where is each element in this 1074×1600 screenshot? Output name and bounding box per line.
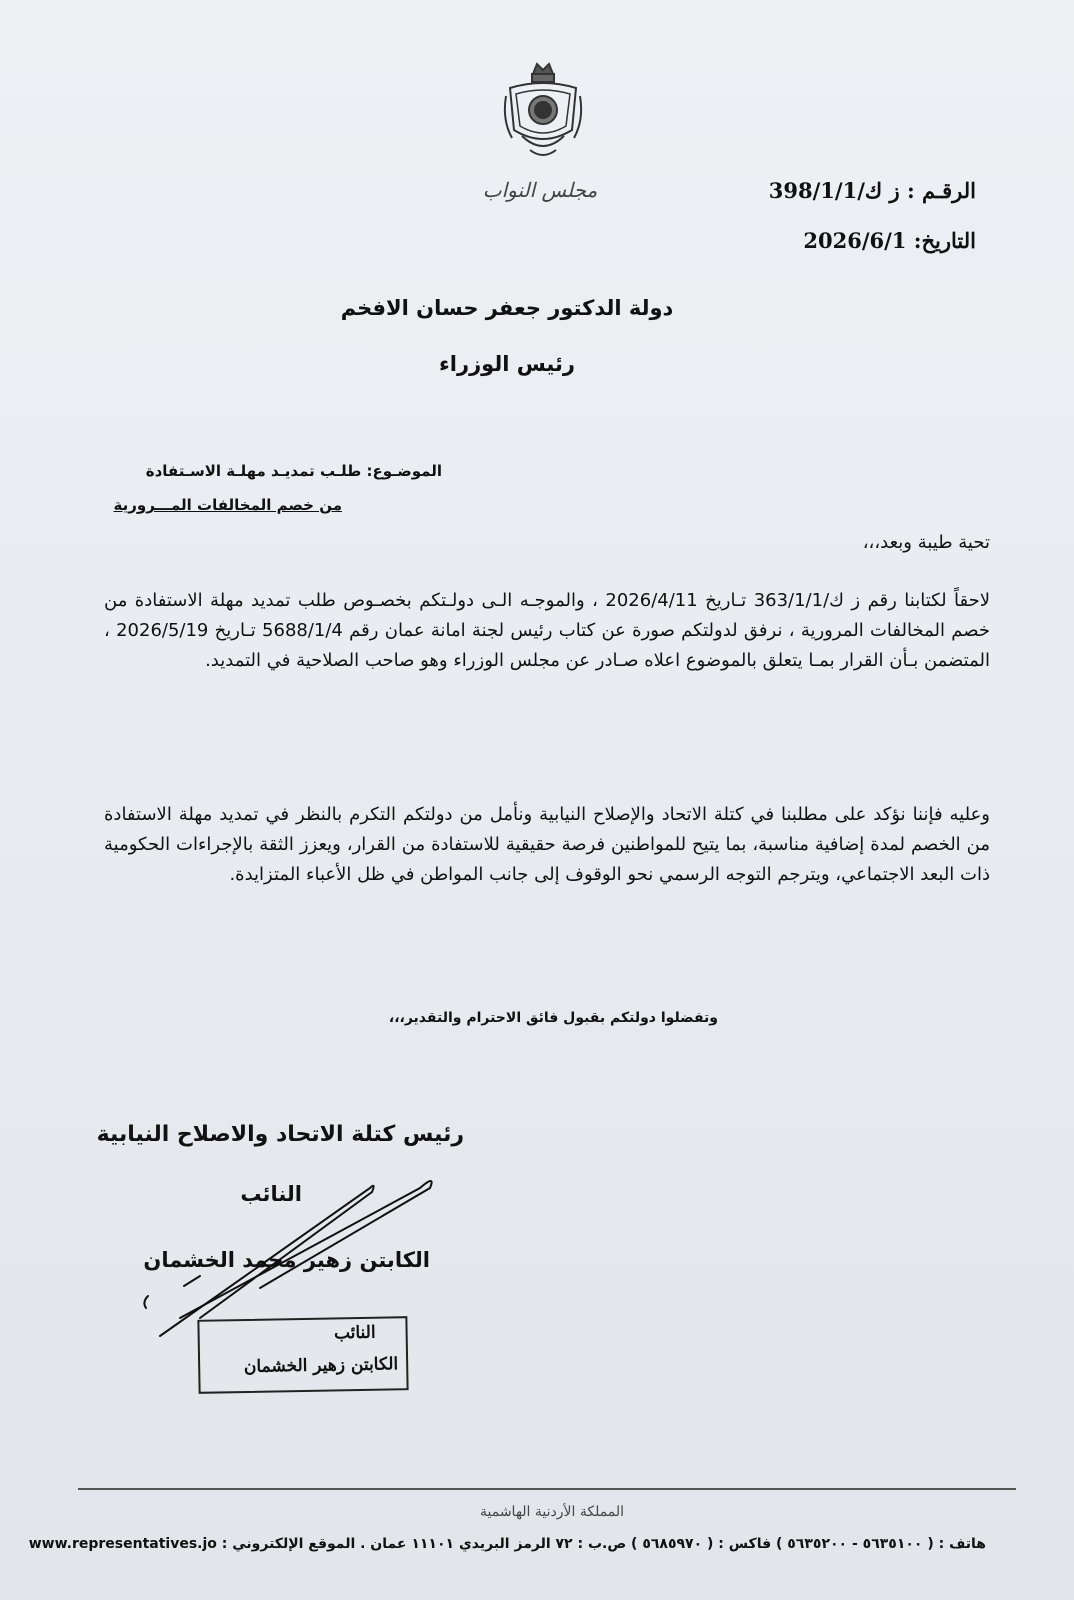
- closing-line: وتفضلوا دولتكم بقبول فائق الاحترام والتقدير،،،: [388, 1010, 718, 1026]
- emblem-caption: مجلس النواب: [482, 178, 598, 202]
- stamp-deputy-label: النائب: [333, 1322, 376, 1344]
- subject-line-2: من خصم المخالفات المـــرورية: [113, 496, 342, 514]
- stamp-name: الكابتن زهير الخشمان: [243, 1354, 399, 1378]
- reference-date: التاريخ: 2026/6/1: [803, 228, 976, 253]
- handwritten-signature: [140, 1168, 450, 1338]
- signatory-title: رئيس كتلة الاتحاد والاصلاح النيابية: [96, 1122, 464, 1147]
- footer-kingdom: المملكة الأردنية الهاشمية: [480, 1504, 625, 1520]
- footer-contact-info: هاتف : ( ٥٦٣٥١٠٠ - ٥٦٣٥٢٠٠ ) فاكس : ( ٥٦٨٥٩٧٠ ) ص.ب : ٧٢ الرمز البريدي ١١١٠١ عمان . الموقع الإلكتروني : www.representatives.jo: [28, 1536, 986, 1552]
- official-stamp: [197, 1316, 408, 1394]
- recipient-title: رئيس الوزراء: [439, 352, 575, 376]
- reference-number: الرقـم : ز ك/398/1/1: [768, 178, 976, 203]
- greeting: تحية طيبة وبعد،،،: [862, 532, 990, 553]
- footer-divider: [78, 1488, 1016, 1490]
- body-paragraph-1: لاحقاً لكتابنا رقم ز ك/363/1/1 تـاريخ 2026/4/11 ، والموجـه الـى دولـتكم بخصـوص طلب تمديد مهلة الاستفادة من خصم المخالفات المرورية ، نرفق لدولتكم صورة عن كتاب رئيس لجنة امانة عمان رقم 5688/1/4 تـاريخ 2026/5/19 ، المتضمن بـأن القرار بمـا يتعلق بالموضوع اعلاه صـادر عن مجلس الوزراء وهو صاحب الصلاحية في التمديد.: [104, 590, 990, 671]
- coat-of-arms-emblem: [500, 60, 586, 172]
- recipient-name: دولة الدكتور جعفر حسان الافخم: [340, 296, 674, 320]
- signatory-deputy-label: النائب: [240, 1182, 302, 1206]
- signatory-name: الكابتن زهير محمد الخشمان: [143, 1248, 430, 1272]
- subject-line-1: الموضـوع: طلـب تمديـد مهلـة الاسـتفادة: [145, 462, 442, 480]
- body-paragraph-2: وعليه فإننا نؤكد على مطلبنا في كتلة الاتحاد والإصلاح النيابية ونأمل من دولتكم التكرم بالنظر في تمديد مهلة الاستفادة من الخصم لمدة إضافية مناسبة، بما يتيح للمواطنين فرصة حقيقية للاستفادة من القرار، ويعزز الثقة بالإجراءات الحكومية ذات البعد الاجتماعي، ويترجم التوجه الرسمي نحو الوقوف إلى جانب المواطن في ظل الأعباء المتزايدة.: [104, 804, 990, 885]
